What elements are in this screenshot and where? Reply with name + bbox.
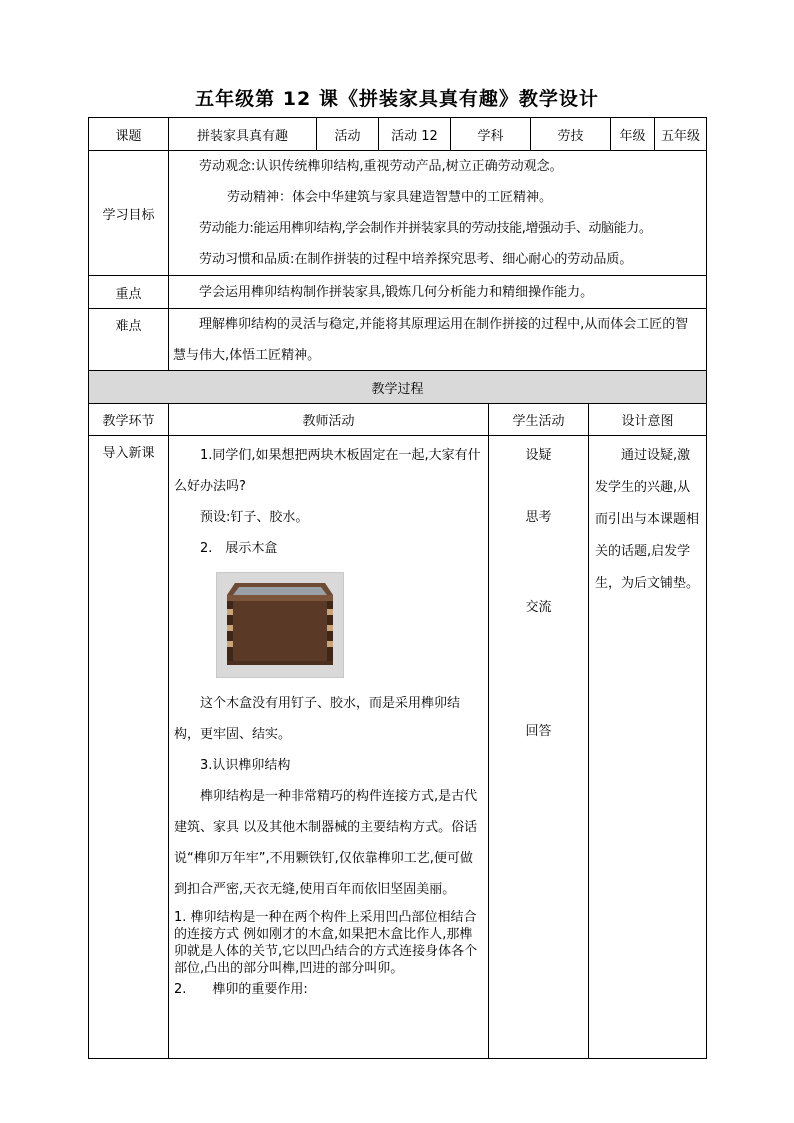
- teacher-preset: 预设:钉子、胶水。: [200, 510, 309, 525]
- teacher-step-1: 1.同学们,如果想把两块木板固定在一起,大家有什么好办法吗?: [174, 448, 481, 494]
- activity-value: 活动 12: [379, 118, 451, 151]
- key-point-text: 学会运用榫卯结构制作拼装家具,锻炼几何分析能力和精细操作能力。: [199, 284, 594, 300]
- student-activity: [489, 436, 589, 1059]
- goal-ability: 劳动能力:能运用榫卯结构,学会制作并拼装家具的劳动技能,增强动手、动脑能力。: [199, 221, 652, 236]
- col-student: 学生活动: [489, 404, 589, 436]
- teacher-mortise-intro: 榫卯结构是一种非常精巧的构件连接方式,是古代建筑、家具 以及其他木制器械的主要结构方式。俗话说“榫卯万年牢”,不用颗铁钉,仅依靠榫卯工艺,便可做到扣合严密,天衣无缝,使用百年而依旧坚固美丽。: [174, 789, 478, 897]
- difficulty-text: 理解榫卯结构的灵活与稳定,并能将其原理运用在制作拼接的过程中,从而体会工匠的智慧与伟大,体悟工匠精神。: [173, 317, 689, 363]
- teacher-mortise-definition: 1. 榫卯结构是一种在两个构件上采用凹凸部位相结合的连接方式 例如刚才的木盒,如果把木盒比作人,那榫卯就是人体的关节,它以凹凸结合的方式连接身体各个部位,凸出的部分叫榫,凹进的部分叫卯。: [174, 910, 478, 976]
- student-question: 设疑: [525, 448, 552, 463]
- goal-concept: 劳动观念:认识传统榫卯结构,重视劳动产品,树立正确劳动观念。: [199, 159, 563, 174]
- student-think: 思考: [525, 510, 552, 525]
- goal-habit: 劳动习惯和品质:在制作拼装的过程中培养探究思考、细心耐心的劳动品质。: [199, 252, 633, 267]
- student-answer: 回答: [525, 724, 552, 739]
- process-header: 教学过程: [89, 371, 707, 404]
- design-intent: 通过设疑,激发学生的兴趣,从而引出与本课题相关的话题,启发学生，为后文铺垫。: [589, 436, 707, 1059]
- col-intent: 设计意图: [589, 404, 707, 436]
- topic-label: 课题: [89, 118, 169, 151]
- subject-label: 学科: [451, 118, 531, 151]
- difficulty-label: 难点: [89, 309, 169, 372]
- teacher-box-explanation: 这个木盒没有用钉子、胶水，而是采用榫卯结构，更牢固、结实。: [174, 696, 461, 742]
- subject-value: 劳技: [531, 118, 611, 151]
- teacher-step-2: 2. 展示木盒: [200, 541, 278, 556]
- goal-spirit: 劳动精神：体会中华建筑与家具建造智慧中的工匠精神。: [227, 190, 553, 205]
- col-stage: 教学环节: [89, 404, 169, 436]
- activity-label: 活动: [317, 118, 379, 151]
- grade-label: 年级: [611, 118, 655, 151]
- topic-value: 拼装家具真有趣: [169, 118, 317, 151]
- col-teacher: 教师活动: [169, 404, 489, 436]
- grade-value: 五年级: [655, 118, 707, 151]
- wooden-box-image: [216, 572, 344, 678]
- teacher-mortise-importance: 2. 榫卯的重要作用:: [174, 982, 308, 997]
- student-discuss: 交流: [525, 600, 552, 615]
- process-table: [88, 370, 707, 1059]
- teacher-step-3: 3.认识榫卯结构: [200, 758, 291, 773]
- lesson-info-table: [88, 117, 707, 372]
- wooden-box-illustration: [217, 573, 343, 677]
- key-point-label: 重点: [89, 276, 169, 309]
- teacher-activity: [169, 436, 489, 1059]
- document-title: 五年级第 12 课《拼装家具真有趣》教学设计: [195, 88, 599, 110]
- goals-label: 学习目标: [89, 151, 169, 276]
- stage-name: 导入新课: [89, 436, 169, 1059]
